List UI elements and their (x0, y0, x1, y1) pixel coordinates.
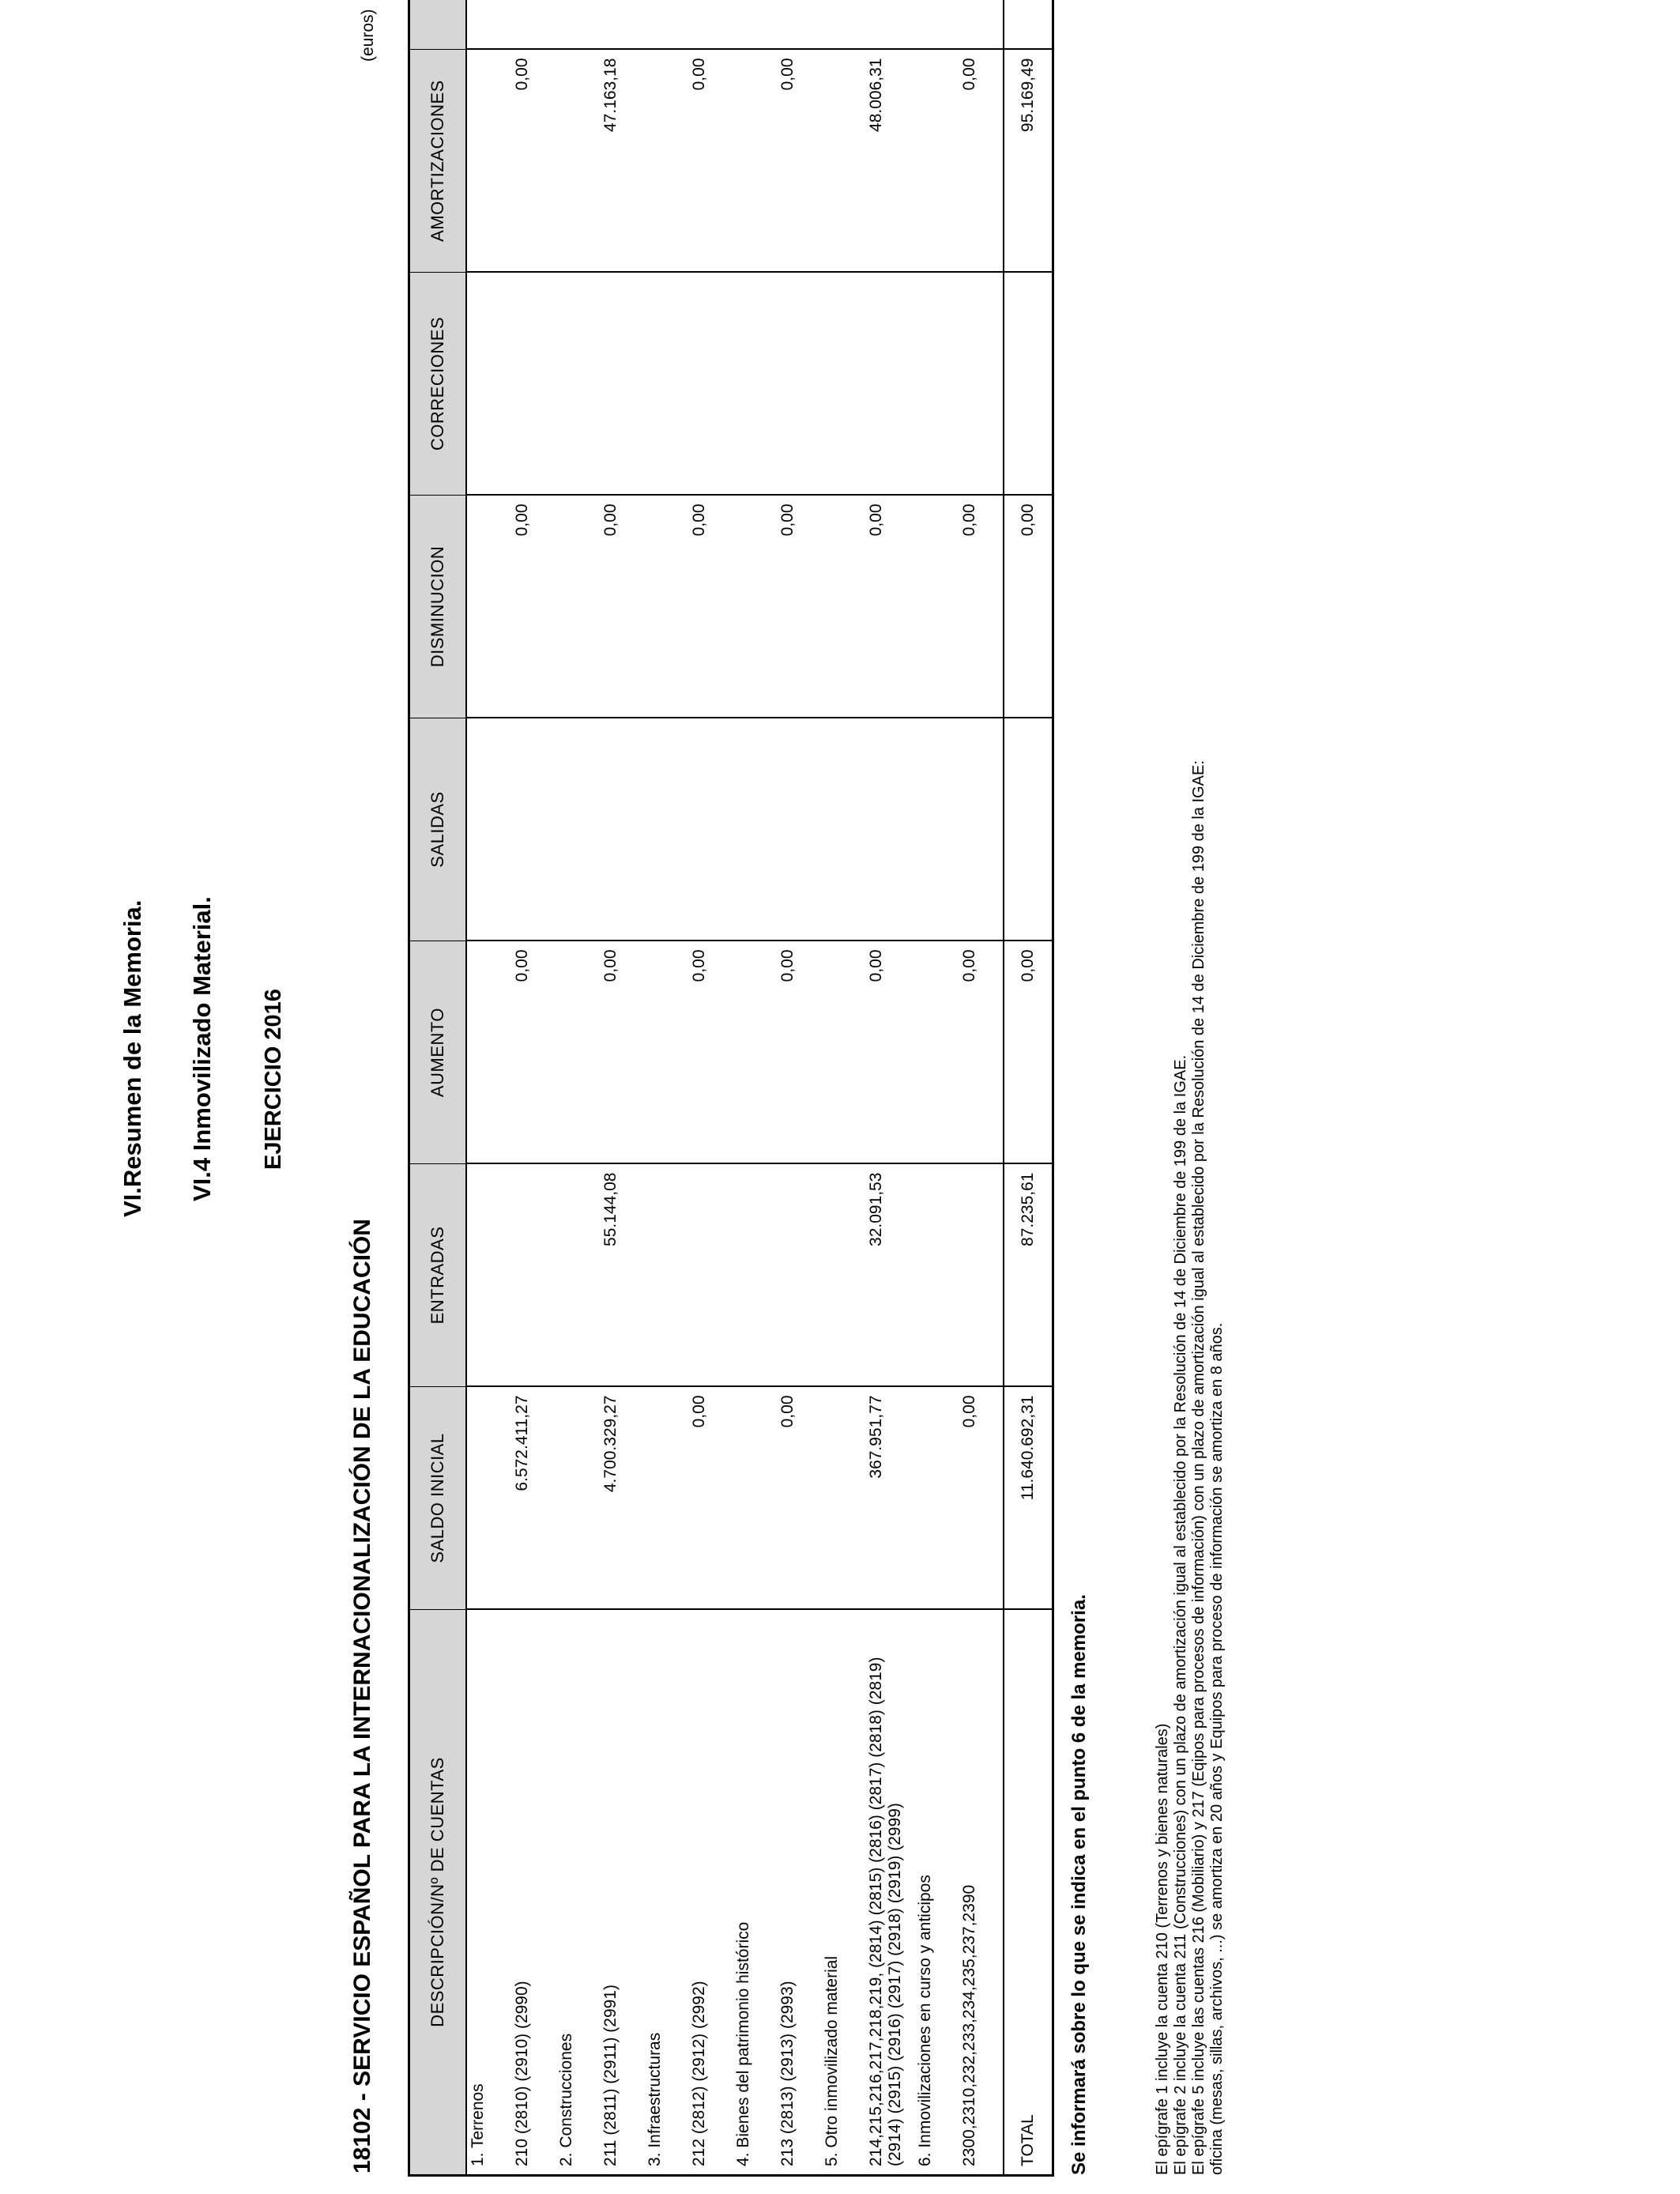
row-value: 367.951,77 (865, 1387, 914, 1610)
row-value: 48.006,31 (865, 50, 914, 273)
row-value (865, 0, 914, 50)
row-value: 0,00 (688, 1387, 733, 1610)
row-value: 0,00 (688, 941, 733, 1164)
row-description: 210 (2810) (2910) (2990) (511, 1610, 556, 2176)
row-value (688, 1164, 733, 1387)
row-value: 0,00 (1004, 496, 1053, 718)
row-value (914, 1387, 959, 1610)
row-value: 0,00 (1004, 941, 1053, 1164)
table-row (511, 0, 556, 2176)
row-value (1004, 273, 1053, 496)
row-value (777, 273, 821, 496)
row-value (556, 941, 600, 1164)
col-header-entradas: ENTRADAS (409, 1164, 467, 1387)
row-value: 0,00 (511, 941, 556, 1164)
row-value (600, 718, 644, 941)
row-value (556, 1387, 600, 1610)
row-value (733, 1387, 777, 1610)
row-value (821, 1164, 865, 1387)
table-row (600, 0, 644, 2176)
row-value (1004, 0, 1053, 50)
row-value (600, 273, 644, 496)
row-value: 0,00 (511, 50, 556, 273)
row-value (466, 0, 511, 50)
row-description: 211 (2811) (2911) (2991) (600, 1610, 644, 2176)
table-row (959, 0, 1004, 2176)
row-value (777, 718, 821, 941)
footnotes (1154, 760, 1226, 2175)
table-row (688, 0, 733, 2176)
table-row (733, 0, 777, 2176)
row-value (1004, 718, 1053, 941)
row-value: 0,00 (777, 941, 821, 1164)
row-value (821, 273, 865, 496)
row-value: 0,00 (777, 496, 821, 718)
col-header-aumento: AUMENTO (409, 941, 467, 1164)
row-value: 87.235,61 (1004, 1164, 1053, 1387)
row-description: 6. Inmovilizaciones en curso y anticipos (914, 1610, 959, 2176)
row-value (821, 941, 865, 1164)
row-value (466, 273, 511, 496)
row-value: 0,00 (600, 496, 644, 718)
table-header-row (409, 0, 467, 2176)
row-value: 32.091,53 (865, 1164, 914, 1387)
row-value: 6.572.411,27 (511, 1387, 556, 1610)
row-value: 0,00 (959, 1387, 1004, 1610)
row-value (466, 718, 511, 941)
row-value: 0,00 (688, 496, 733, 718)
row-value (777, 0, 821, 50)
currency-unit: (euros) (359, 9, 377, 62)
row-value (821, 496, 865, 718)
row-value (914, 0, 959, 50)
memoria-note: Se informará sobre lo que se indica en el punto 6 de la memoria. (1068, 1594, 1090, 2175)
row-value (733, 941, 777, 1164)
footnote: El epígrafe 5 incluye las cuentas 216 (Mobiliario) y 217 (Eqipos para procesos de información) con un plazo de amortización igual al establecido por la Resolución de 14 de Diciembre de 199 de la IGAE: (1190, 760, 1207, 2175)
col-header-correciones: CORRECIONES (409, 273, 467, 496)
row-value (865, 273, 914, 496)
row-description: 1. Terrenos (466, 1610, 511, 2176)
table-total-row (1004, 0, 1053, 2176)
row-value (644, 0, 688, 50)
row-value: 0,00 (777, 1387, 821, 1610)
row-value: 0,00 (777, 50, 821, 273)
row-value (644, 496, 688, 718)
row-value (466, 941, 511, 1164)
memoria-title: VI.Resumen de la Memoria. (119, 899, 146, 1217)
col-header-disminucion: DISMINUCION (409, 496, 467, 718)
col-header-salidas: SALIDAS (409, 718, 467, 941)
row-description: 3. Infraestructuras (644, 1610, 688, 2176)
row-value (466, 496, 511, 718)
col-header-saldo-final (409, 0, 467, 50)
row-value (644, 718, 688, 941)
row-value (466, 1164, 511, 1387)
exercise-year: EJERCICIO 2016 (261, 989, 286, 1170)
row-value: 0,00 (865, 496, 914, 718)
row-value (733, 718, 777, 941)
row-value: 0,00 (511, 496, 556, 718)
row-value (644, 50, 688, 273)
row-value (959, 718, 1004, 941)
row-value (821, 0, 865, 50)
row-value (777, 1164, 821, 1387)
row-value (733, 273, 777, 496)
footnote: El epígrafe 2 incluye la cuenta 211 (Construcciones) con un plazo de amortización igual al establecido por la Resolución de 14 de Diciembre de 199 de la IGAE. (1172, 1054, 1189, 2175)
row-value (733, 0, 777, 50)
footnote: oficina (mesas, sillas, archivos, ...) se amortiza en 20 años y Equipos para proceso de información se amortiza en 8 años. (1208, 1322, 1226, 2175)
row-value: 4.700.329,27 (600, 1387, 644, 1610)
inmovilizado-table (408, 0, 1054, 2177)
row-value (914, 273, 959, 496)
row-value (733, 1164, 777, 1387)
row-value (511, 273, 556, 496)
col-header-amortizaciones: AMORTIZACIONES (409, 50, 467, 273)
col-header-saldo-inicial: SALDO INICIAL (409, 1387, 467, 1610)
row-value (688, 0, 733, 50)
table-body (466, 0, 1053, 2176)
row-description: 2. Construcciones (556, 1610, 600, 2176)
row-value: 47.163,18 (600, 50, 644, 273)
row-value: 0,00 (959, 941, 1004, 1164)
row-value (556, 496, 600, 718)
row-value: 95.169,49 (1004, 50, 1053, 273)
row-value (556, 1164, 600, 1387)
row-description: 2300,2310,232,233,234,235,237,2390 (959, 1610, 1004, 2176)
row-value (644, 1387, 688, 1610)
row-value: 0,00 (959, 496, 1004, 718)
row-description: 212 (2812) (2912) (2992) (688, 1610, 733, 2176)
row-description: 214,215,216,217,218,219, (2814) (2815) (2816) (2817) (2818) (2819) (2914) (2915) (2916) (2917) (2918) (2919) (2999) (865, 1610, 914, 2176)
row-value (821, 50, 865, 273)
row-value (511, 0, 556, 50)
row-value: 55.144,08 (600, 1164, 644, 1387)
row-value (688, 718, 733, 941)
row-value (556, 50, 600, 273)
row-description: 4. Bienes del patrimonio histórico (733, 1610, 777, 2176)
row-value (600, 0, 644, 50)
row-description: 213 (2813) (2913) (2993) (777, 1610, 821, 2176)
row-value (556, 273, 600, 496)
col-header-descripcion: DESCRIPCIÓN/Nº DE CUENTAS (409, 1610, 467, 2176)
row-value (959, 1164, 1004, 1387)
table-row (466, 0, 511, 2176)
row-value (556, 718, 600, 941)
row-description: 5. Otro inmovilizado material (821, 1610, 865, 2176)
row-value (914, 496, 959, 718)
row-description: TOTAL (1004, 1610, 1053, 2176)
section-title: VI.4 Inmovilizado Material. (188, 896, 216, 1201)
table-row (914, 0, 959, 2176)
row-value: 0,00 (600, 941, 644, 1164)
row-value (959, 273, 1004, 496)
row-value (466, 50, 511, 273)
row-value (821, 718, 865, 941)
footnote: El epígrafe 1 incluye la cuenta 210 (Terrenos y bienes naturales) (1154, 1723, 1171, 2175)
row-value (644, 273, 688, 496)
table-row (865, 0, 914, 2176)
table-row (556, 0, 600, 2176)
row-value (644, 1164, 688, 1387)
row-value (688, 273, 733, 496)
row-value (865, 718, 914, 941)
row-value (466, 1387, 511, 1610)
row-value (914, 1164, 959, 1387)
row-value (821, 1387, 865, 1610)
row-value: 0,00 (688, 50, 733, 273)
table-row (644, 0, 688, 2176)
row-value: 0,00 (959, 50, 1004, 273)
entity-name: 18102 - SERVICIO ESPAÑOL PARA LA INTERNACIONALIZACIÓN DE LA EDUCACIÓN (349, 1219, 375, 2173)
row-value (914, 941, 959, 1164)
row-value: 11.640.692,31 (1004, 1387, 1053, 1610)
row-value (959, 0, 1004, 50)
row-value: 0,00 (865, 941, 914, 1164)
row-value (511, 718, 556, 941)
table-row (821, 0, 865, 2176)
row-value (733, 496, 777, 718)
row-value (556, 0, 600, 50)
row-value (733, 50, 777, 273)
row-value (644, 941, 688, 1164)
row-value (511, 1164, 556, 1387)
row-value (914, 50, 959, 273)
table-row (777, 0, 821, 2176)
row-value (914, 718, 959, 941)
